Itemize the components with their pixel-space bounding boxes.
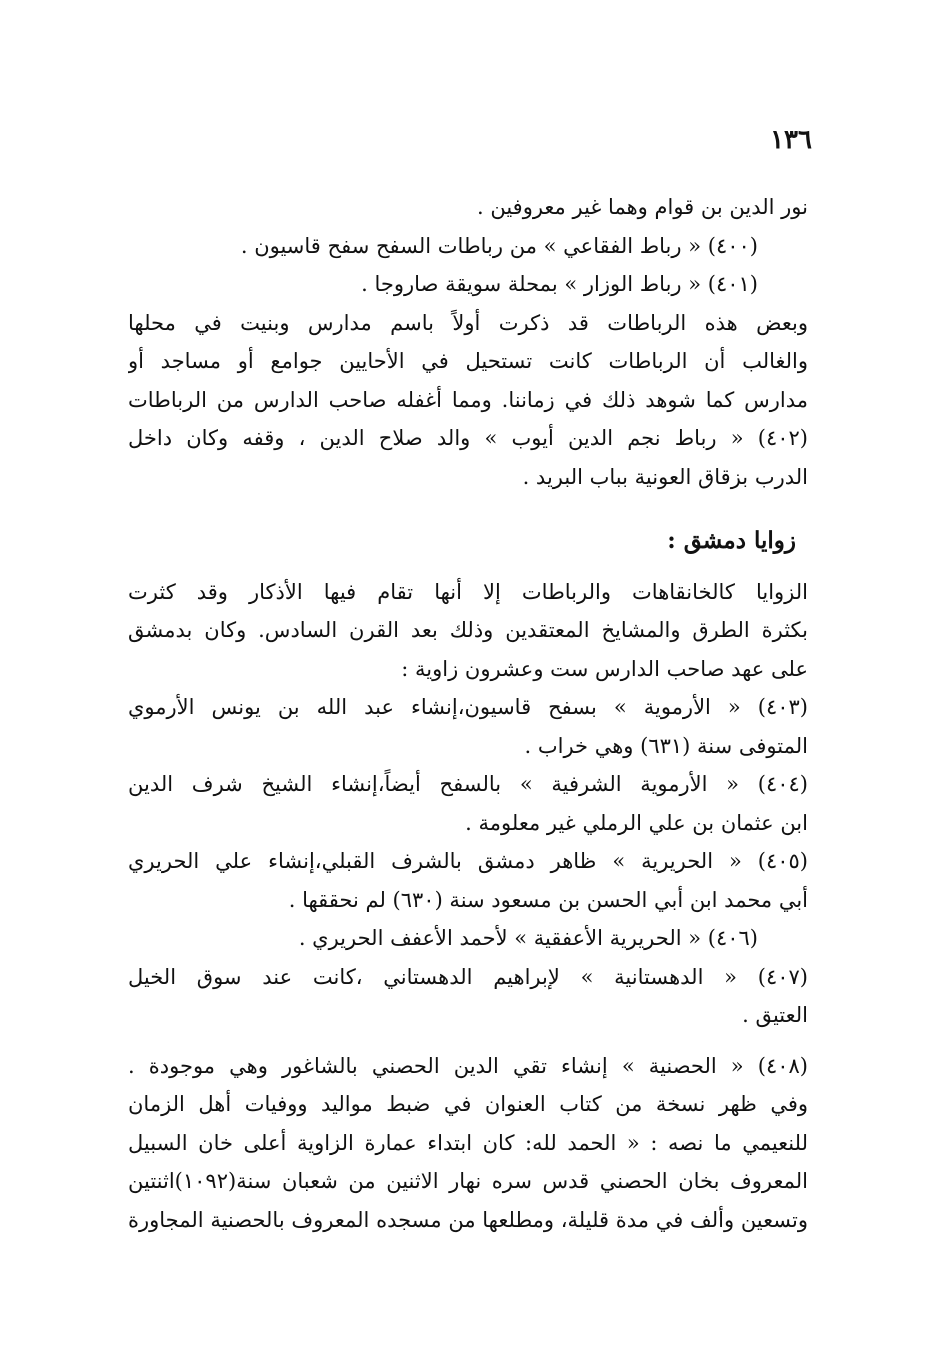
paragraph-line: والغالب أن الرباطات كانت تستحيل في الأحايين جوامع أو مساجد أو <box>128 349 808 373</box>
entry-402: (٤٠٢) « رباط نجم الدين أيوب » والد صلاح الدين ، وقفه وكان داخل <box>128 426 808 450</box>
section-gap <box>128 496 808 522</box>
text-line: نور الدين بن قوام وهما غير معروفين . <box>476 195 808 219</box>
paragraph-line: للنعيمي ما نصه : « الحمد لله: كان ابتداء عمارة الزاوية أعلى خان السبيل <box>128 1130 808 1155</box>
entry-405-cont: أبي محمد ابن أبي الحسن بن مسعود سنة (٦٣٠) لم نحققها . <box>288 887 808 912</box>
paragraph-line: وفي ظهر نسخة من كتاب العنوان في ضبط مواليد ووفيات أهل الزمان <box>128 1092 808 1116</box>
entry-404: (٤٠٤) « الأرموية الشرفية » بالسفح أيضاً،إنشاء الشيخ شرف الدين <box>128 772 808 796</box>
section-heading: زوايا دمشق : <box>667 527 796 554</box>
paragraph-line: مدارس كما شوهد ذلك في زماننا. ومما أغفله صاحب الدارس من الرباطات <box>128 387 808 412</box>
page-number: ١٣٦ <box>770 125 812 155</box>
paragraph-line: على عهد صاحب الدارس ست وعشرون زاوية : <box>401 656 808 681</box>
paragraph-line: بكثرة الطرق والمشايخ المعتقدين وذلك بعد القرن السادس. وكان بدمشق <box>128 618 808 642</box>
entry-407-cont: العتيق . <box>742 1003 808 1027</box>
paragraph-line: المعروف بخان الحصني قدس سره نهار الاثنين من شعبان سنة(١٠٩٢)اثنتين <box>128 1169 808 1193</box>
entry-403: (٤٠٣) « الأرموية » بسفح قاسيون،إنشاء عبد الله بن يونس الأرموي <box>128 695 808 719</box>
entry-404-cont: ابن عثمان بن علي الرملي غير معلومة . <box>465 810 808 835</box>
entry-405: (٤٠٥) « الحريرية » ظاهر دمشق بالشرف القبلي،إنشاء علي الحريري <box>128 849 808 873</box>
entry-403-cont: المتوفى سنة (٦٣١) وهي خراب . <box>524 733 808 758</box>
entry-407: (٤٠٧) « الدهستانية » لإبراهيم الدهستاني ،كانت عند سوق الخيل <box>128 964 808 989</box>
entry-402-cont: الدرب بزقاق العونية بباب البريد . <box>522 464 808 489</box>
section-gap <box>128 1035 808 1047</box>
entry-406: (٤٠٦) « الحريرية الأعفقية » لأحمد الأعفف الحريري . <box>298 926 758 950</box>
entry-401: (٤٠١) « رباط الوزار » بمحلة سويقة صاروجا . <box>361 272 758 296</box>
section-gap <box>128 561 808 573</box>
entry-408: (٤٠٨) « الحصنية » إنشاء تقي الدين الحصني بالشاغور وهي موجودة . <box>128 1053 808 1078</box>
paragraph-line: وتسعين وألف في مدة قليلة، ومطلعها من مسجده المعروف بالحصنية المجاورة <box>128 1207 808 1232</box>
paragraph-line: وبعض هذه الرباطات قد ذكرت أولاً باسم مدارس وبنيت في محلها <box>128 310 808 335</box>
paragraph-line: الزوايا كالخانقاهات والرباطات إلا أنها تقام فيها الأذكار وقد كثرت <box>128 579 808 604</box>
body-text <box>128 188 808 1239</box>
entry-400: (٤٠٠) « رباط الفقاعي » من رباطات السفح سفح قاسيون . <box>240 233 758 258</box>
